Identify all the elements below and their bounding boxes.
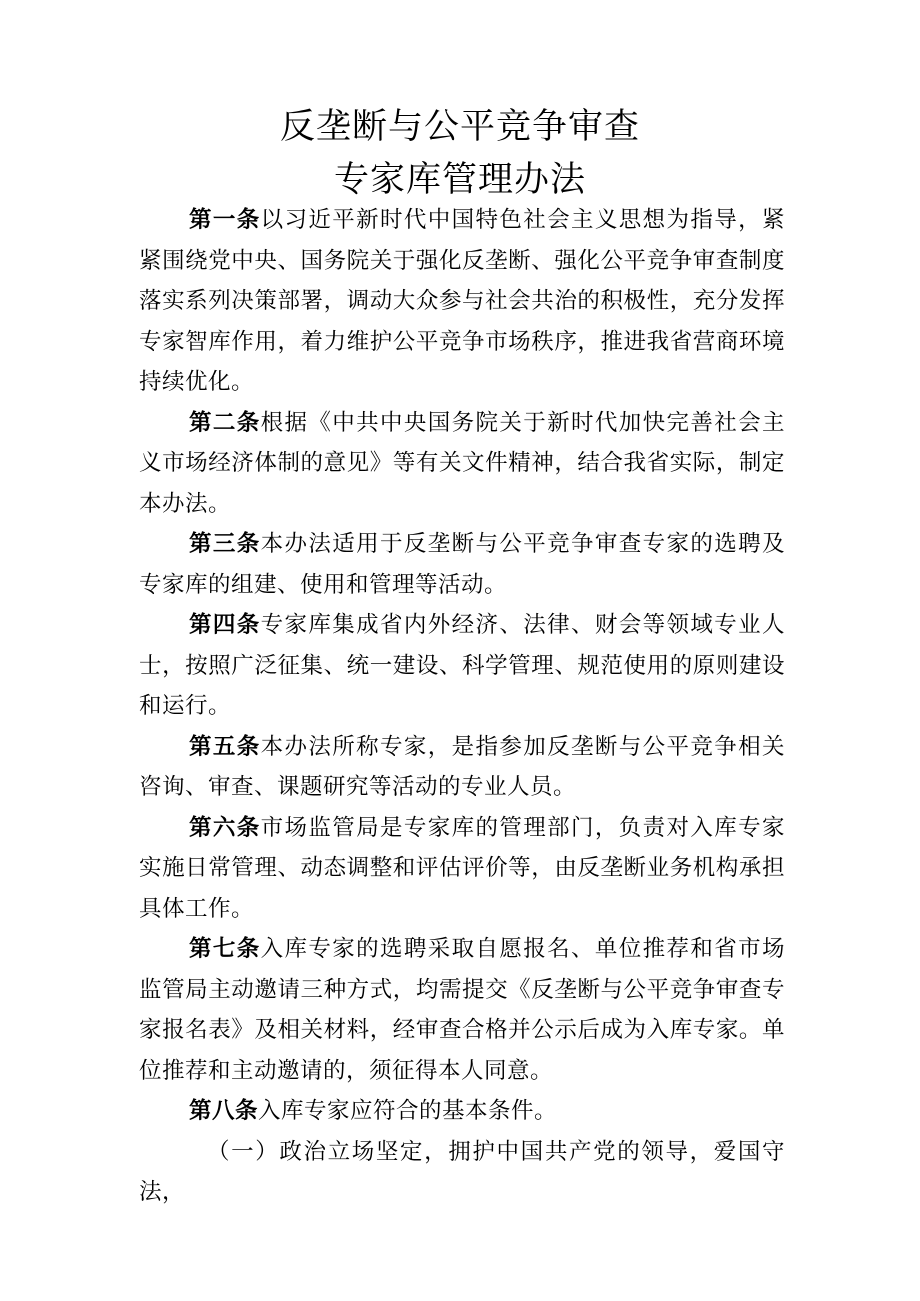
article-text: 入库专家的选聘采取自愿报名、单位推荐和省市场监管局主动邀请三种方式，均需提交《反垄断与公平竞争审查专家报名表》及相关材料，经审查合格并公示后成为入库专家。单位推荐和主动邀请的，须征得本人同意。 — [139, 936, 785, 1084]
article-number: 第八条 — [189, 1098, 259, 1124]
article-number: 第五条 — [189, 733, 261, 760]
article-number: 第三条 — [189, 531, 261, 557]
article-text: 以习近平新时代中国特色社会主义思想为指导，紧紧围绕党中央、国务院关于强化反垄断、强化公平竞争审查制度落实系列决策部署，调动大众参与社会共治的积极性，充分发挥专家智库作用，着力维护公平竞争市场秩序，推进我省营商环境持续优化。 — [139, 207, 785, 395]
article-number: 第六条 — [189, 814, 261, 841]
sub-item-1: （一）政治立场坚定，拥护中国共产党的领导，爱国守法， — [139, 1138, 785, 1205]
article-number: 第二条 — [189, 409, 261, 436]
article-text: 专家库集成省内外经济、法律、财会等领域专业人士，按照广泛征集、统一建设、科学管理、规范使用的原则建设和运行。 — [139, 612, 785, 719]
article-5 — [139, 727, 785, 808]
article-text: 本办法适用于反垄断与公平竞争审查专家的选聘及专家库的组建、使用和管理等活动。 — [139, 531, 785, 598]
article-text: 本办法所称专家，是指参加反垄断与公平竞争相关咨询、审查、课题研究等活动的专业人员。 — [139, 733, 785, 800]
document-body — [139, 200, 785, 1213]
article-number: 第七条 — [189, 936, 261, 962]
article-text: 根据《中共中央国务院关于新时代加快完善社会主义市场经济体制的意见》等有关文件精神，结合我省实际，制定本办法。 — [139, 409, 785, 517]
article-1 — [139, 200, 785, 403]
document-title-line-2: 专家库管理办法 — [333, 160, 586, 200]
article-6 — [139, 808, 785, 930]
article-7 — [139, 929, 785, 1091]
article-text: 市场监管局是专家库的管理部门，负责对入库专家实施日常管理、动态调整和评估评价等，由反垄断业务机构承担具体工作。 — [139, 814, 785, 922]
article-2 — [139, 403, 785, 525]
article-number: 第一条 — [189, 207, 261, 233]
article-8 — [139, 1091, 785, 1132]
article-number: 第四条 — [189, 612, 261, 638]
document-title-line-1: 反垄断与公平竞争审查 — [279, 107, 640, 147]
article-text: 入库专家应符合的基本条件。 — [258, 1098, 558, 1124]
article-3 — [139, 524, 785, 605]
article-4 — [139, 605, 785, 727]
